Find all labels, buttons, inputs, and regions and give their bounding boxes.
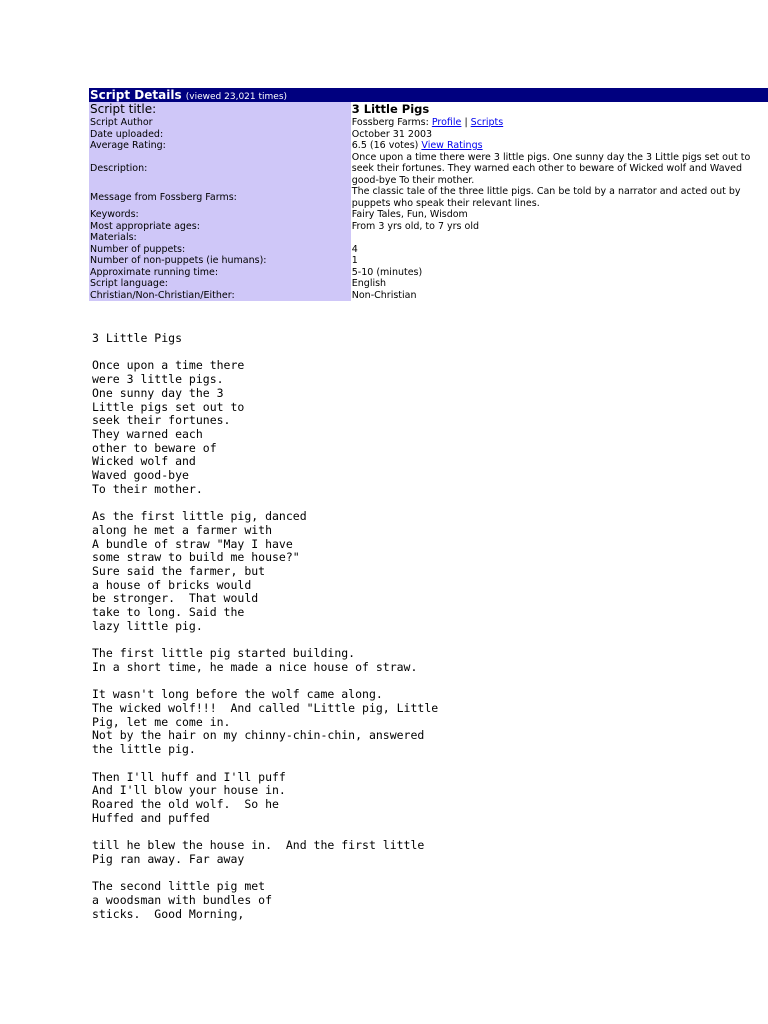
profile-link[interactable]: Profile bbox=[431, 117, 462, 128]
value-runtime: 5-10 (minutes) bbox=[351, 267, 768, 279]
label-script-title: Script title: bbox=[89, 102, 351, 117]
label-nonpuppets: Number of non-puppets (ie humans): bbox=[89, 255, 351, 267]
link-separator: | bbox=[464, 117, 468, 128]
value-language: English bbox=[351, 278, 768, 290]
label-christian: Christian/Non-Christian/Either: bbox=[89, 290, 351, 302]
label-description: Description: bbox=[89, 152, 351, 187]
value-ages: From 3 yrs old, to 7 yrs old bbox=[351, 221, 768, 233]
label-runtime: Approximate running time: bbox=[89, 267, 351, 279]
value-script-title: 3 Little Pigs bbox=[351, 102, 768, 117]
script-body: 3 Little Pigs Once upon a time there were 3 little pigs. One sunny day the 3 Little pigs set out to seek their fortunes. They warned each other to beware of Wicked wolf and Waved good-bye To their mother. As the first little pig, danced along he met a farmer with A bundle of straw "May I have some straw to build me house?" Sure said the farmer, but a house of bricks would be stronger. That would take to long. Said the lazy little pig. The first little pig started building. In a short time, he made a nice house of straw. It wasn't long before the wolf came along. The wicked wolf!!! And called "Little pig, Little Pig, let me come in. Not by the hair on my chinny-chin-chin, answered the little pig. Then I'll huff and I'll puff And I'll blow your house in. Roared the old wolf. So he Huffed and puffed till he blew the house in. And the first little Pig ran away. Far away The second little pig met a woodsman with bundles of sticks. Good Morning, bbox=[92, 331, 439, 921]
value-description: Once upon a time there were 3 little pigs. One sunny day the 3 Little pigs set out to seek their fortunes. They warned each other to beware of Wicked wolf and Waved good-bye To their mother. bbox=[351, 152, 768, 187]
label-ages: Most appropriate ages: bbox=[89, 221, 351, 233]
script-details-panel bbox=[89, 88, 768, 301]
row-christian bbox=[89, 290, 768, 302]
value-christian: Non-Christian bbox=[351, 290, 768, 302]
label-author: Script Author bbox=[89, 117, 351, 129]
row-rating bbox=[89, 140, 768, 152]
label-date: Date uploaded: bbox=[89, 129, 351, 141]
rating-text: 6.5 (16 votes) bbox=[351, 140, 419, 151]
label-puppets: Number of puppets: bbox=[89, 244, 351, 256]
row-materials bbox=[89, 232, 768, 244]
script-details-header bbox=[89, 88, 768, 102]
label-message: Message from Fossberg Farms: bbox=[89, 186, 351, 209]
value-author bbox=[351, 117, 768, 129]
value-keywords: Fairy Tales, Fun, Wisdom bbox=[351, 209, 768, 221]
row-nonpuppets bbox=[89, 255, 768, 267]
row-author bbox=[89, 117, 768, 129]
label-keywords: Keywords: bbox=[89, 209, 351, 221]
label-rating: Average Rating: bbox=[89, 140, 351, 152]
row-runtime bbox=[89, 267, 768, 279]
row-date bbox=[89, 129, 768, 141]
value-puppets: 4 bbox=[351, 244, 768, 256]
row-ages bbox=[89, 221, 768, 233]
header-title: Script Details bbox=[90, 88, 182, 102]
row-puppets bbox=[89, 244, 768, 256]
label-materials: Materials: bbox=[89, 232, 351, 244]
row-script-title bbox=[89, 102, 768, 117]
row-description bbox=[89, 152, 768, 187]
row-keywords bbox=[89, 209, 768, 221]
label-language: Script language: bbox=[89, 278, 351, 290]
value-date: October 31 2003 bbox=[351, 129, 768, 141]
details-table bbox=[89, 102, 768, 301]
value-message: The classic tale of the three little pigs. Can be told by a narrator and acted out by puppets who speak their relevant lines. bbox=[351, 186, 768, 209]
view-count: (viewed 23,021 times) bbox=[185, 92, 288, 102]
author-name: Fossberg Farms: bbox=[351, 117, 429, 128]
value-nonpuppets: 1 bbox=[351, 255, 768, 267]
scripts-link[interactable]: Scripts bbox=[470, 117, 504, 128]
row-language bbox=[89, 278, 768, 290]
value-materials bbox=[351, 232, 768, 244]
view-ratings-link[interactable]: View Ratings bbox=[421, 140, 483, 151]
row-message bbox=[89, 186, 768, 209]
value-rating bbox=[351, 140, 768, 152]
